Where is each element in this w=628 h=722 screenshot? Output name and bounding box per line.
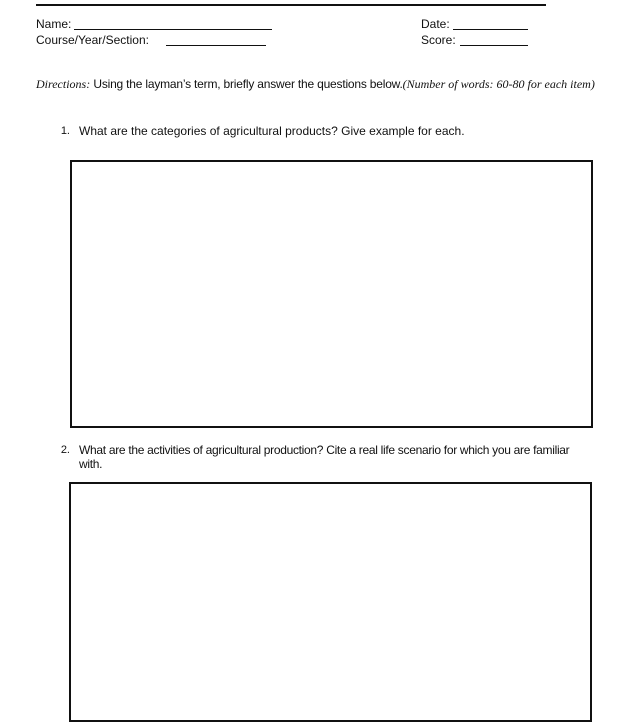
directions-text: Using the layman’s term, briefly answer the questions below.: [90, 77, 403, 91]
score-label: Score:: [421, 33, 456, 47]
date-label: Date:: [421, 17, 450, 31]
course-field[interactable]: [166, 45, 266, 46]
word-count-note: (Number of words: 60-80 for each item): [402, 77, 595, 91]
answer-box-2[interactable]: [69, 482, 592, 722]
header-rule: [36, 4, 546, 6]
question-number: 1.: [60, 125, 70, 137]
directions-lead: Directions:: [36, 77, 91, 91]
question-number: 2.: [60, 444, 70, 456]
question-text: What are the categories of agricultural products? Give example for each.: [79, 124, 465, 138]
date-field[interactable]: [453, 29, 528, 30]
question-text: What are the activities of agricultural production? Cite a real life scenario for which you are familiar with.: [79, 443, 570, 471]
score-field[interactable]: [460, 45, 528, 46]
name-label: Name:: [36, 17, 72, 31]
name-field[interactable]: [74, 29, 272, 30]
answer-box-1[interactable]: [70, 160, 593, 428]
directions: [36, 77, 596, 91]
course-label: Course/Year/Section:: [36, 33, 149, 47]
